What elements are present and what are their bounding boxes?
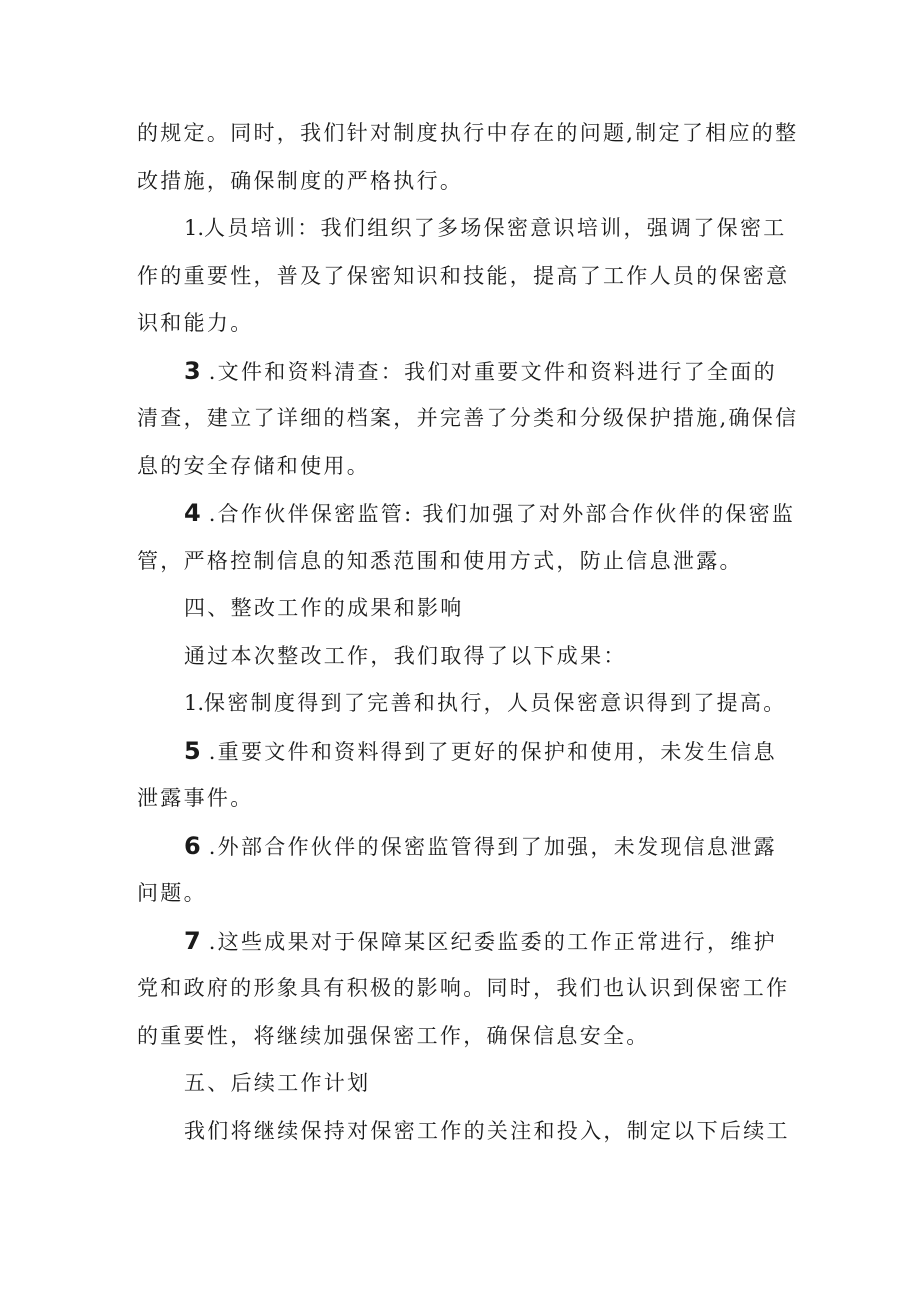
- line-text: 管，严格控制信息的知悉范围和使用方式，防止信息泄露。: [137, 548, 743, 573]
- list-item: [137, 348, 787, 396]
- line-text: 保密制度得到了完善和执行，人员保密意识得到了提高。: [204, 691, 787, 715]
- document-page: [137, 110, 799, 1155]
- list-number: 7: [184, 926, 201, 955]
- line-text: .重要文件和资料得到了更好的保护和使用，未发生信息: [208, 739, 777, 764]
- line-text: 问题。: [137, 881, 207, 905]
- line-text: 识和能力。: [137, 311, 254, 335]
- list-item: [137, 680, 787, 728]
- list-number: 1.: [184, 216, 205, 240]
- text-line: [137, 110, 799, 158]
- line-text: 清查，建立了详细的档案，并完善了分类和分级保护措施,确保信: [137, 406, 799, 430]
- heading-text: 五、后续工作计划: [184, 1071, 371, 1095]
- list-item: [137, 823, 787, 871]
- text-line: [137, 965, 790, 1013]
- list-number: 3: [184, 356, 201, 385]
- heading-text: 四、整改工作的成果和影响: [184, 596, 464, 620]
- list-number: 5: [184, 736, 201, 765]
- line-text: 通过本次整改工作，我们取得了以下成果：: [184, 643, 627, 668]
- section-heading: [137, 1060, 787, 1108]
- text-line: [137, 870, 787, 918]
- line-text: 息的安全存储和使用。: [137, 453, 370, 478]
- text-line: [137, 253, 790, 301]
- line-text: .合作伙伴保密监管: 我们加强了对外部合作伙伴的保密监: [208, 502, 796, 526]
- line-text: 的重要性，将继续加强保密工作，确保信息安全。: [137, 1023, 650, 1048]
- line-text: 泄露事件。: [137, 786, 254, 810]
- text-line: [137, 775, 787, 823]
- text-line: [137, 633, 787, 681]
- list-item: [137, 918, 787, 966]
- line-text: .文件和资料清查：我们对重要文件和资料进行了全面的: [208, 359, 777, 384]
- list-item: [137, 205, 787, 253]
- list-number: 1.: [184, 691, 205, 715]
- line-text: .这些成果对于保障某区纪委监委的工作正常进行，维护: [208, 929, 777, 954]
- line-text: 改措施，确保制度的严格执行。: [137, 168, 464, 193]
- line-text: 我们将继续保持对保密工作的关注和投入，制定以下后续工: [184, 1118, 790, 1143]
- section-heading: [137, 585, 787, 633]
- text-line: [137, 300, 787, 348]
- line-text: 党和政府的形象具有积极的影响。同时，我们也认识到保密工作: [137, 976, 790, 1000]
- text-line: [137, 395, 799, 443]
- text-line: [137, 158, 787, 206]
- text-line: [137, 1108, 790, 1156]
- list-item: [137, 728, 787, 776]
- line-text: 人员培训：我们组织了多场保密意识培训，强调了保密工: [204, 216, 787, 240]
- line-text: .外部合作伙伴的保密监管得到了加强，未发现信息泄露: [208, 834, 777, 859]
- line-text: 作的重要性，普及了保密知识和技能，提高了工作人员的保密意: [137, 263, 790, 288]
- text-line: [137, 1013, 787, 1061]
- list-item: [137, 490, 796, 538]
- list-number: 4: [184, 499, 201, 527]
- line-text: 的规定。同时，我们针对制度执行中存在的问题,制定了相应的整: [137, 121, 799, 145]
- text-line: [137, 538, 787, 586]
- list-number: 6: [184, 831, 201, 860]
- text-line: [137, 443, 787, 491]
